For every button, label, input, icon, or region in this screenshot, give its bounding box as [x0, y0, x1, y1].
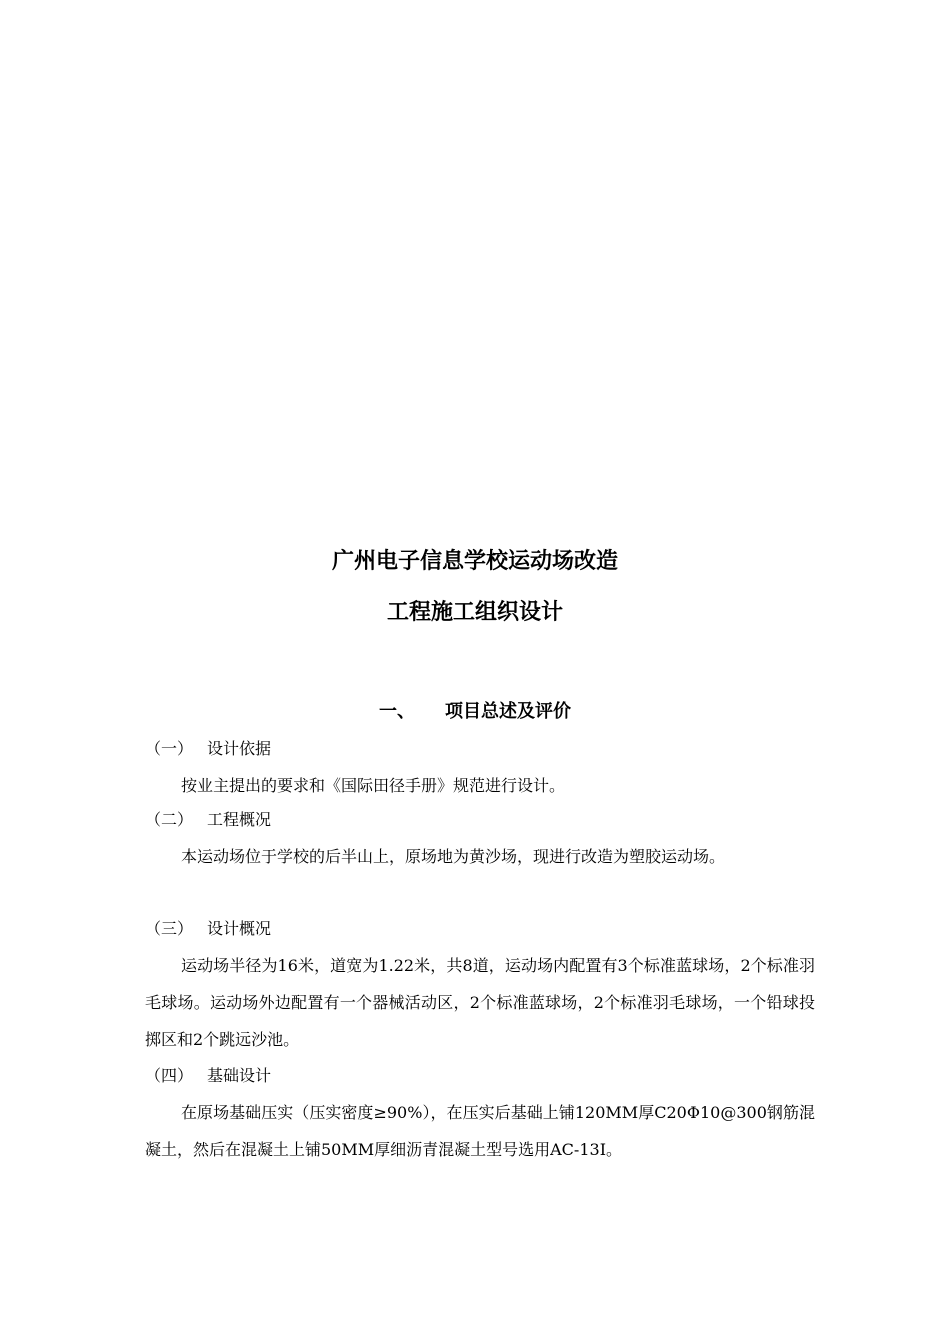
document-title-line2: 工程施工组织设计: [386, 600, 563, 625]
subsection-title: 设计概况: [207, 919, 272, 938]
subsection-heading-3: [145, 917, 271, 941]
subsection-number: （三）: [145, 919, 194, 938]
subsection-number: （四）: [145, 1066, 194, 1085]
subsection-paragraph-3: 运动场半径为16米，道宽为1.22米，共8道，运动场内配置有3个标准蓝球场，2个标准羽毛球场。运动场外边配置有一个器械活动区，2个标准蓝球场，2个标准羽毛球场，一个铅球投掷区和2个跳远沙池。: [145, 956, 815, 1049]
subsection-heading-4: [145, 1064, 271, 1088]
subsection-title: 基础设计: [207, 1066, 272, 1085]
subsection-paragraph-2: 本运动场位于学校的后半山上，原场地为黄沙场，现进行改造为塑胶运动场。: [181, 847, 726, 866]
subsection-paragraph-1: 按业主提出的要求和《国际田径手册》规范进行设计。: [181, 776, 566, 795]
section-heading: [0, 698, 950, 726]
subsection-number: （一）: [145, 739, 194, 758]
document-title-line1: 广州电子信息学校运动场改造: [331, 549, 618, 574]
section-number: 一、: [379, 701, 415, 722]
subsection-paragraph-4: 在原场基础压实（压实密度≥90%），在压实后基础上铺120MM厚C20Φ10@300钢筋混凝土，然后在混凝土上铺50MM厚细沥青混凝土型号选用AC-13I。: [145, 1103, 815, 1159]
subsection-title: 设计依据: [207, 739, 272, 758]
subsection-number: （二）: [145, 810, 194, 829]
subsection-heading-2: [145, 808, 271, 832]
subsection-heading-1: [145, 737, 271, 761]
subsection-title: 工程概况: [207, 810, 272, 829]
section-title: 项目总述及评价: [445, 701, 571, 722]
